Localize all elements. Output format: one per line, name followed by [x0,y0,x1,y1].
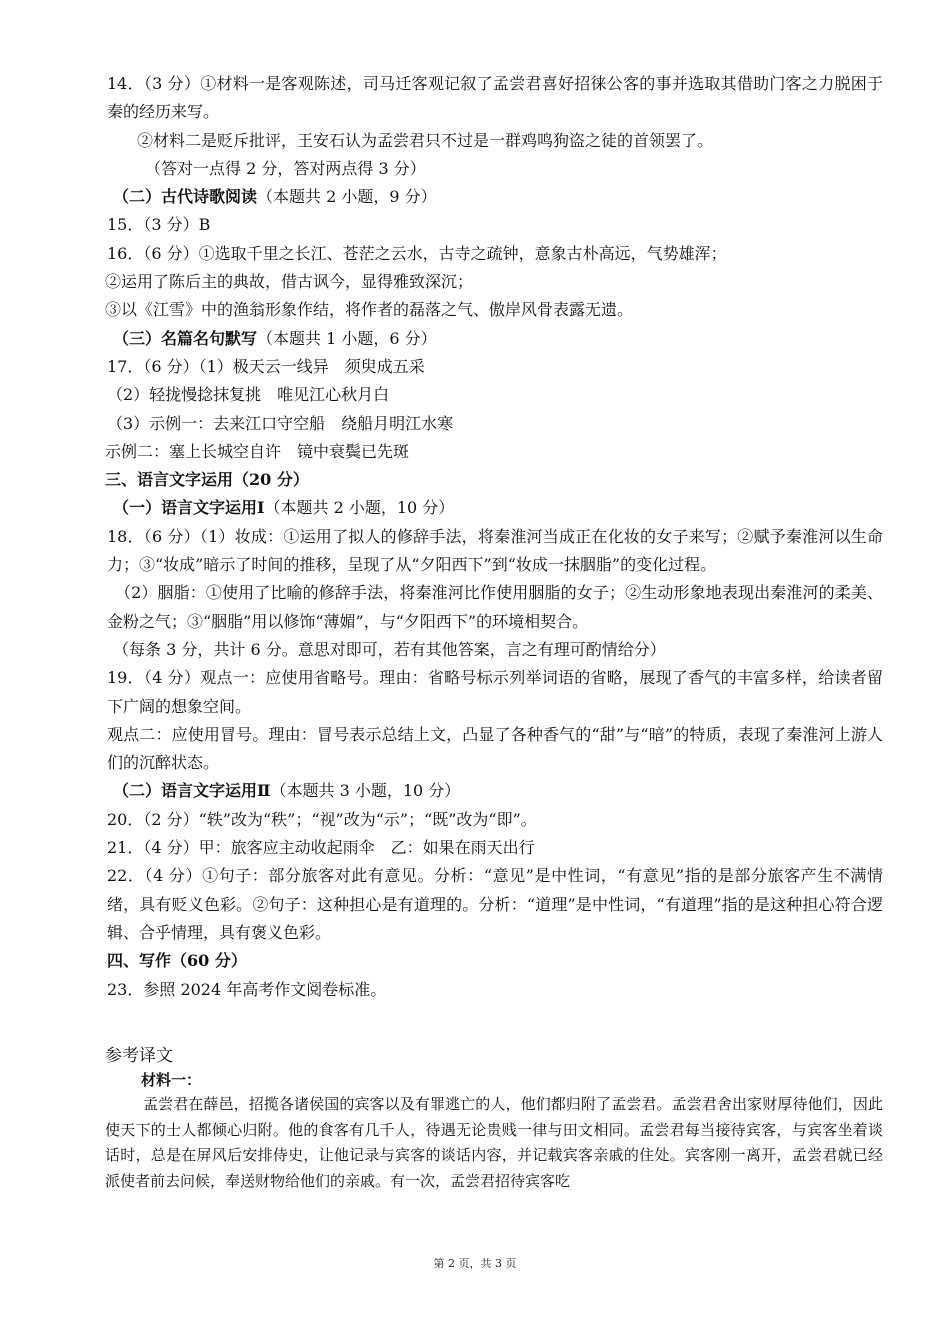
q18-answer-part1: 18．（6 分）（1）妆成：①运用了拟人的修辞手法，将秦淮河当成正在化妆的女子来写；②赋予秦淮河以生命力；③“妆成”暗示了时间的推移，呈现了从“夕阳西下”到“妆成一抹胭脂”的变化过程。 [107,526,883,575]
q17-answer-part1: 17．（6 分）（1）极天云一线异 须臾成五采 [107,356,425,376]
translation-material-label: 材料一： [141,1071,202,1089]
q18-scoring-note: （每条 3 分，共计 6 分。意思对即可，若有其他答案，言之有理可酌情给分） [113,639,666,659]
section-title: （三）名篇名句默写 [113,328,258,348]
translation-body: 孟尝君在薛邑，招揽各诸侯国的宾客以及有罪逃亡的人，他们都归附了孟尝君。孟尝君舍出家财厚待他们，因此使天下的士人都倾心归附。他的食客有几千人，待遇无论贵贱一律与田文相同。孟尝君每当接待宾客，与宾客坐着谈话时，总是在屏风后安排侍史，让他记录与宾客的谈话内容，并记载宾客亲戚的住处。宾客刚一离开，孟尝君就已经派使者前去问候，奉送财物给他们的亲戚。有一次，孟尝君招待宾客吃 [105,1095,883,1190]
q17-answer-part3: （3）示例一：去来江口守空船 绕船月明江水寒 [107,413,454,433]
q17-answer-part2: （2）轻拢慢捻抹复挑 唯见江心秋月白 [107,385,390,405]
section-note: （本题共 2 小题，10 分） [264,498,455,518]
section-heading-language-use-2 [105,777,883,805]
answer-section [105,70,883,1004]
section-title: （一）语言文字运用Ⅰ [113,498,265,518]
q16-answer-part2: ②运用了陈后主的典故，借古讽今，显得雅致深沉； [105,272,474,292]
q20-answer: 20．（2 分）“轶”改为“秩”；“视”改为“示”；“既”改为“即”。 [107,809,537,829]
q19-answer-part1: 19．（4 分）观点一：应使用省略号。理由：省略号标示列举词语的省略，展现了香气的丰富多样，给读者留下广阔的想象空间。 [107,668,883,716]
q14-answer-part1: 14．（3 分）①材料一是客观陈述，司马迁客观记叙了孟尝君喜好招徕公客的事并选取其借助门客之力脱困于秦的经历来写。 [107,74,883,122]
q23-answer: 23．参照 2024 年高考作文阅卷标准。 [107,979,387,999]
part-heading-writing: 四、写作（60 分） [107,951,247,971]
q14-answer-part2: ②材料二是贬斥批评，王安石认为孟尝君只不过是一群鸡鸣狗盗之徒的首领罢了。 [137,130,714,150]
section-heading-famous-lines [105,325,883,353]
translation-title: 参考译文 [105,1046,173,1066]
q16-answer-part1: 16．（6 分）①选取千里之长江、苍茫之云水，古寺之疏钟，意象古朴高远，气势雄浑； [107,243,727,263]
q21-answer: 21．（4 分）甲：旅客应主动收起雨伞 乙：如果在雨天出行 [107,838,535,858]
reference-translation [105,1044,883,1194]
q15-answer: 15．（3 分）B [107,215,211,235]
q14-scoring-note: （答对一点得 2 分，答对两点得 3 分） [145,158,426,178]
q18-answer-part2: （2）胭脂：①使用了比喻的修辞手法，将秦淮河比作使用胭脂的女子；②生动形象地表现出秦淮河的柔美、金粉之气；③“胭脂”用以修饰“薄媚”，与“夕阳西下”的环境相契合。 [107,583,883,631]
q17-answer-part4: 示例二：塞上长城空自许 镜中衰鬓已先斑 [105,441,410,461]
section-heading-ancient-poetry [105,183,883,211]
section-title: （二）语言文字运用Ⅱ [113,781,271,801]
section-note: （本题共 3 小题，10 分） [270,781,461,801]
q16-answer-part3: ③以《江雪》中的渔翁形象作结，将作者的磊落之气、傲岸风骨表露无遗。 [105,300,634,320]
section-note: （本题共 1 小题，6 分） [257,328,437,348]
q19-answer-part2: 观点二：应使用冒号。理由：冒号表示总结上文，凸显了各种香气的“甜”与“暗”的特质，表现了秦淮河上游人们的沉醉状态。 [107,724,883,773]
section-heading-language-use-1 [105,494,883,522]
part-heading-language-use: 三、语言文字运用（20 分） [105,470,309,490]
q22-answer: 22．（4 分）①句子：部分旅客对此有意见。分析：“意见”是中性词，“有意见”指的是部分旅客产生不满情绪，具有贬义色彩。②句子：这种担心是有道理的。分析：“道理”是中性词，“有道理”指的是这种担心符合逻辑、合乎情理，具有褒义色彩。 [107,866,883,942]
section-title: （二）古代诗歌阅读 [113,187,258,207]
section-note: （本题共 2 小题，9 分） [257,187,437,207]
page-footer: 第 2 页，共 3 页 [433,1257,517,1270]
